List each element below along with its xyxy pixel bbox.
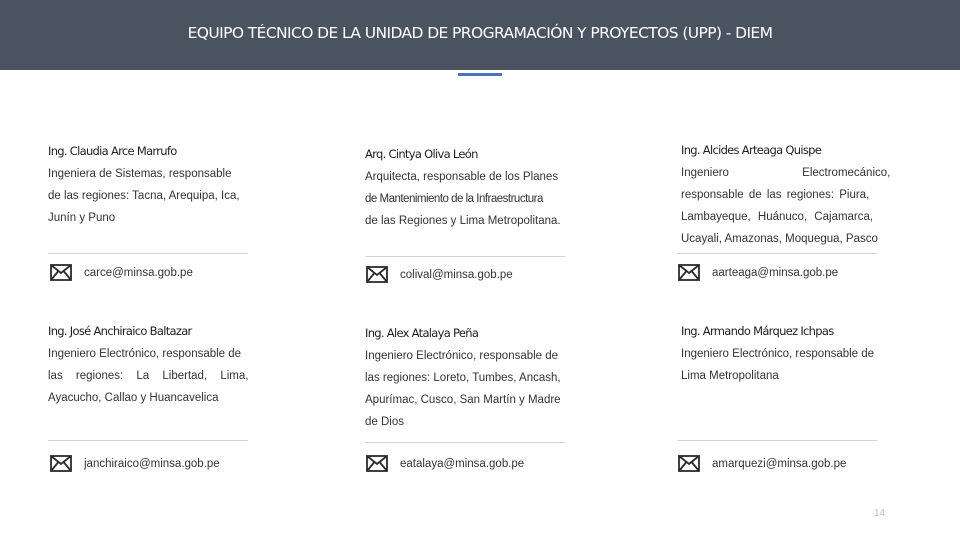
member-name: Arq. Cintya Oliva León [365,147,478,161]
email-row [50,455,220,472]
email-row [678,455,846,472]
slide-header [0,0,960,70]
member-email-link[interactable]: carce@minsa.gob.pe [84,266,193,279]
member-description-line: Lima Metropolitana [681,370,779,382]
member-description-line: de las Regiones y Lima Metropolitana. [365,215,561,227]
member-email-link[interactable]: janchiraico@minsa.gob.pe [84,457,220,470]
slide-title: EQUIPO TÉCNICO DE LA UNIDAD DE PROGRAMACIÓN Y PROYECTOS (UPP) - DIEM [187,24,773,42]
member-description-line: Ingeniero Electromecánico, [681,167,891,179]
divider [365,256,565,257]
email-row [366,455,524,472]
member-name: Ing. Alex Atalaya Peña [365,326,479,340]
member-description-line: de Mantenimiento de la Infraestructura [365,193,543,205]
envelope-icon [50,264,72,281]
member-card [48,143,255,229]
envelope-icon [366,455,388,472]
divider [48,440,248,441]
envelope-icon [50,455,72,472]
member-description-line: Ingeniero Electrónico, responsable de [48,348,242,360]
envelope-icon [366,266,388,283]
member-card [365,325,572,433]
member-name: Ing. Claudia Arce Marrufo [48,144,177,158]
member-email-link[interactable]: eatalaya@minsa.gob.pe [400,457,525,470]
member-description-line: responsable de las regiones: Piura, [681,189,870,201]
member-description-line: Apurímac, Cusco, San Martín y Madre [365,394,561,406]
member-description-line: Ucayali, Amazonas, Moquegua, Pasco [681,233,878,245]
member-name: Ing. José Anchiraico Baltazar [48,324,192,338]
email-row [50,264,193,281]
member-description-line: Ingeniera de Sistemas, responsable [48,168,232,180]
member-email-link[interactable]: amarquezi@minsa.gob.pe [712,457,847,470]
member-description-line: Ingeniero Electrónico, responsable de [365,350,559,362]
divider [48,253,248,254]
member-description-line: de Dios [365,416,404,428]
divider [365,442,565,443]
member-card [365,146,572,232]
member-description-line: Junín y Puno [48,212,116,224]
member-card [48,323,255,409]
envelope-icon [678,264,700,281]
member-email-link[interactable]: aarteaga@minsa.gob.pe [712,266,839,279]
title-accent-bar [458,73,502,76]
member-name: Ing. Alcides Arteaga Quispe [681,143,822,157]
member-description-line: Ingeniero Electrónico, responsable de [681,348,875,360]
page-number: 14 [874,508,886,519]
member-description-line: Ayacucho, Callao y Huancavelica [48,392,219,404]
email-row [366,266,513,283]
member-description-line: de las regiones: Tacna, Arequipa, Ica, [48,190,240,202]
member-description-line: las regiones: La Libertad, Lima, [48,370,249,382]
divider [677,253,877,254]
member-card [681,142,891,250]
member-name: Ing. Armando Márquez Ichpas [681,324,834,338]
member-email-link[interactable]: colival@minsa.gob.pe [400,268,513,281]
envelope-icon [678,455,700,472]
member-description-line: Arquitecta, responsable de los Planes [365,171,559,183]
member-card [681,323,888,387]
email-row [678,264,838,281]
member-description-line: Lambayeque, Huánuco, Cajamarca, [681,211,874,223]
member-description-line: las regiones: Loreto, Tumbes, Ancash, [365,372,561,384]
divider [677,440,877,441]
